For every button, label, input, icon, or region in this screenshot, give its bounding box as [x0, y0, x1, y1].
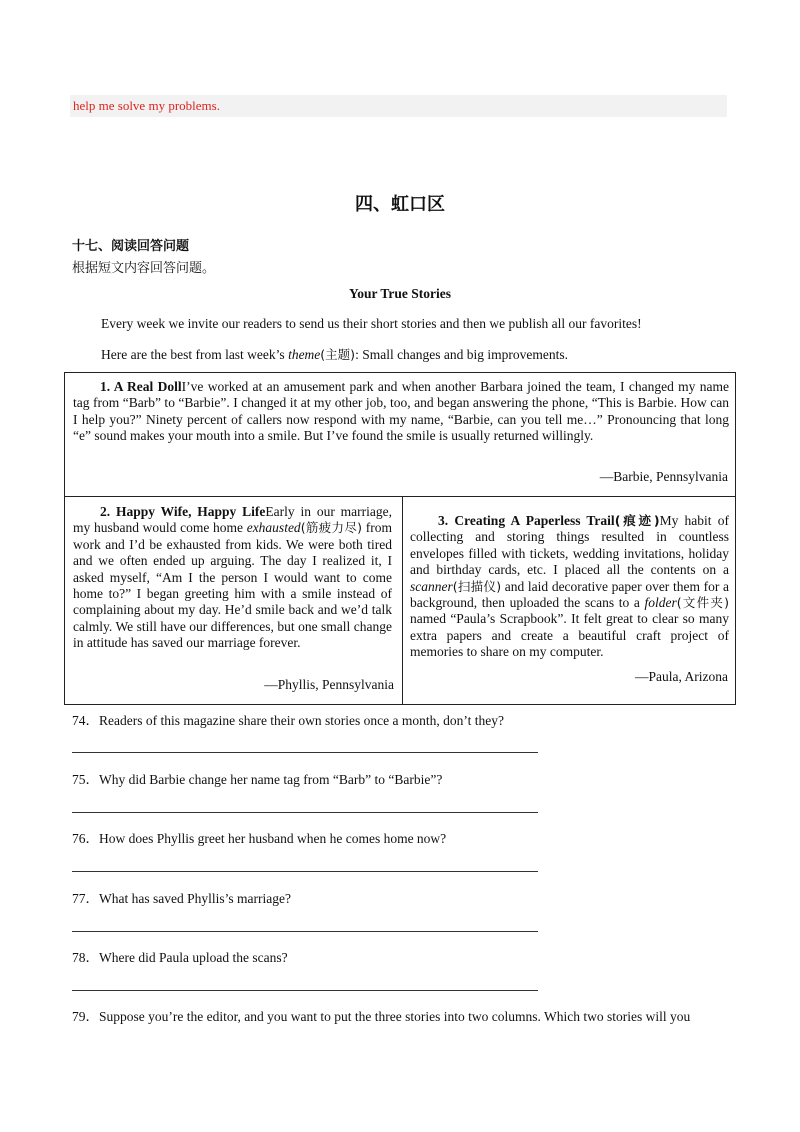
story-2-signature: —Phyllis, Pennsylvania [264, 677, 394, 692]
answer-line-75[interactable] [72, 812, 538, 813]
story-box-1 [64, 372, 736, 497]
folder-gloss: (文件夹) [676, 595, 729, 611]
theme-gloss: (主题) [320, 347, 356, 362]
story-3-body-a: My habit of collecting and storing things resulted in countless envelopes filled with tickets, wedding invitations, holiday and birthday cards, etc. I placed all the contents on a [410, 513, 729, 578]
intro2-pre: Here are the best from last week’s [101, 347, 289, 362]
story-3-body-c: named “Paula’s Scrapbook”. It felt great to clear so many extra papers and create a beautiful craft project of memories to share on my computer. [410, 611, 729, 660]
story-2-body-a: Early in our marriage, my husband would come home [73, 504, 393, 536]
story-3-body-b: and laid decorative paper over them for a background, then uploaded the scans to a [410, 578, 729, 611]
passage-intro-1: Every week we invite our readers to send us their short stories and then we publish all our favorites! [101, 316, 642, 331]
story-3-heading-gloss: (痕迹) [614, 513, 660, 528]
answer-line-74[interactable] [72, 752, 538, 753]
scanner-word: scanner [410, 578, 453, 594]
question-76 [72, 827, 446, 847]
answer-line-76[interactable] [72, 871, 538, 872]
theme-word: theme [288, 347, 321, 362]
question-79 [72, 1005, 690, 1025]
story-1-signature: —Barbie, Pennsylvania [599, 469, 728, 484]
story-1-text [73, 379, 729, 445]
question-text: Suppose you’re the editor, and you want to put the three stories into two columns. Which two stories will you [99, 1009, 691, 1024]
exhausted-gloss: (筋疲力尽) [300, 520, 363, 536]
answer-line-78[interactable] [72, 990, 538, 991]
question-78 [72, 946, 288, 966]
passage-intro-2 [101, 345, 568, 363]
question-number: 74． [72, 713, 99, 728]
part-title: 十七、阅读回答问题 [72, 239, 190, 254]
question-74 [72, 709, 504, 729]
red-note: help me solve my problems. [70, 95, 727, 117]
question-text: Readers of this magazine share their own stories once a month, don’t they? [99, 713, 505, 728]
scanner-gloss: (扫描仪) [452, 578, 502, 594]
instruction-text: 根据短文内容回答问题。 [72, 261, 216, 276]
question-77 [72, 887, 291, 907]
question-text: How does Phyllis greet her husband when he comes home now? [99, 831, 447, 846]
story-2-heading: 2. Happy Wife, Happy Life [100, 504, 266, 519]
question-number: 75． [72, 772, 99, 787]
section-title: 四、虹口区 [355, 194, 445, 215]
question-text: What has saved Phyllis’s marriage? [99, 891, 291, 906]
question-number: 78． [72, 950, 99, 965]
story-3-heading: 3. Creating A Paperless Trail [438, 513, 615, 528]
story-box-3 [402, 496, 736, 705]
story-3-signature: —Paula, Arizona [635, 669, 728, 684]
folder-word: folder [644, 595, 677, 611]
question-number: 77． [72, 891, 99, 906]
question-75 [72, 768, 442, 788]
question-number: 76． [72, 831, 99, 846]
answer-line-77[interactable] [72, 931, 538, 932]
exhausted-word: exhausted [246, 520, 301, 536]
story-2-text [73, 504, 392, 652]
question-text: Where did Paula upload the scans? [99, 950, 288, 965]
story-1-heading: 1. A Real Doll [100, 379, 182, 394]
story-3-text [410, 513, 729, 661]
intro2-post: : Small changes and big improvements. [355, 347, 569, 362]
story-2-body-b: from work and I’d be exhausted from kids. We were both tired and we often ended up arguing. The day I realized it, I asked myself, “Am I the person I would want to come home to?” I began greeting him with a smile instead of complaining about my day. He’d smile back and we’d talk calmly. We still have our differences, but one small change in attitude has saved our marriage forever. [73, 520, 392, 651]
question-number: 79． [72, 1009, 99, 1024]
story-1-body: I’ve worked at an amusement park and when another Barbara joined the team, I changed my name tag from “Barb” to “Barbie”. I changed it at my other job, too, and began answering the phone, “This is Barbie. How can I help you?” Ninety percent of callers now respond with my name, “Barbie, can you tell me…” Pronouncing that long “e” sound makes your mouth into a smile. But I’ve found the smile is usually returned willingly. [73, 379, 729, 444]
passage-title: Your True Stories [348, 286, 451, 301]
story-box-2 [64, 496, 403, 705]
question-text: Why did Barbie change her name tag from “Barb” to “Barbie”? [99, 772, 443, 787]
